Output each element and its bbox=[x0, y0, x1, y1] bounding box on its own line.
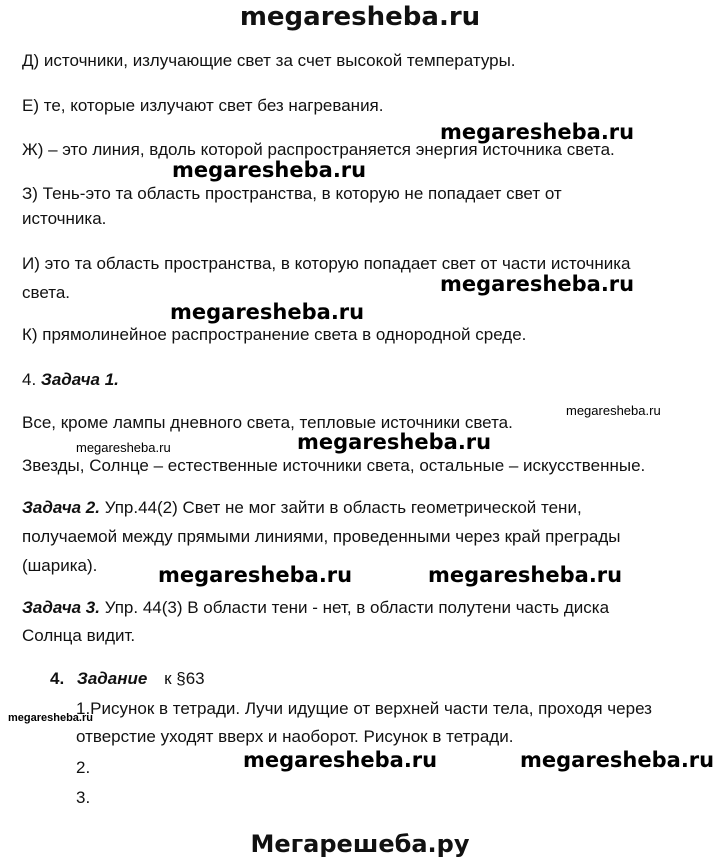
task2-label: Задача 2. bbox=[22, 498, 100, 517]
definition-zh: Ж) – это линия, вдоль которой распространяется энергия источника света. bbox=[22, 140, 615, 159]
definition-e: Е) те, которые излучают свет без нагревания. bbox=[22, 96, 384, 115]
task2-text: Упр.44(2) Свет не мог зайти в область геометрической тени, bbox=[99, 498, 582, 517]
section4-number: 4. bbox=[22, 370, 37, 389]
definition-k: К) прямолинейное распространение света в однородной среде. bbox=[22, 325, 527, 344]
definition-i-line2: света. bbox=[22, 283, 71, 302]
definition-d: Д) источники, излучающие свет за счет высокой температуры. bbox=[22, 51, 516, 70]
section4-heading bbox=[22, 369, 119, 391]
definition-i-line1: И) это та область пространства, в которую попадает свет от части источника bbox=[22, 254, 631, 273]
task1-line2: Звезды, Солнце – естественные источники света, остальные – искусственные. bbox=[22, 456, 646, 475]
watermark: megaresheba.ru bbox=[440, 120, 635, 144]
assignment-item-2: 2. bbox=[76, 758, 91, 777]
task3-line2: Солнца видит. bbox=[22, 626, 136, 645]
header-site-title: megaresheba.ru bbox=[239, 2, 481, 32]
task3-line1 bbox=[22, 597, 609, 619]
watermark-small: megaresheba.ru bbox=[566, 403, 661, 418]
watermark: megaresheba.ru bbox=[172, 158, 367, 182]
task3-label: Задача 3. bbox=[22, 598, 100, 617]
definition-z-line1: З) Тень-это та область пространства, в которую не попадает свет от bbox=[22, 184, 562, 203]
assignment-item-1: 1.Рисунок в тетради. Лучи идущие от верхней части тела, проходя через bbox=[76, 699, 652, 718]
footer-site-title: Мегарешеба.ру bbox=[250, 830, 470, 858]
assignment-item-1-cont: отверстие уходят вверх и наоборот. Рисунок в тетради. bbox=[76, 727, 514, 746]
task2-line2: получаемой между прямыми линиями, проведенными через край преграды bbox=[22, 527, 621, 546]
task2-line1 bbox=[22, 497, 582, 519]
watermark: megaresheba.ru bbox=[297, 430, 492, 454]
watermark-small: megaresheba.ru bbox=[76, 440, 171, 455]
watermark: megaresheba.ru bbox=[440, 272, 635, 296]
assignment-number: 4. bbox=[50, 669, 65, 688]
assignment-item-3: 3. bbox=[76, 788, 91, 807]
task2-line3: (шарика). bbox=[22, 556, 98, 575]
watermark: megaresheba.ru bbox=[520, 748, 715, 772]
assignment-heading bbox=[50, 668, 205, 690]
watermark: megaresheba.ru bbox=[428, 563, 623, 587]
watermark: megaresheba.ru bbox=[170, 300, 365, 324]
watermark-small: megaresheba.ru bbox=[8, 712, 93, 724]
task1-line1: Все, кроме лампы дневного света, тепловые источники света. bbox=[22, 413, 513, 432]
watermark: megaresheba.ru bbox=[243, 748, 438, 772]
definition-z-line2: источника. bbox=[22, 209, 107, 228]
task1-label: Задача 1. bbox=[40, 370, 119, 389]
task3-text: Упр. 44(3) В области тени - нет, в области полутени часть диска bbox=[99, 598, 610, 617]
watermark: megaresheba.ru bbox=[158, 563, 353, 587]
assignment-label: Задание bbox=[76, 669, 148, 688]
assignment-ref: к §63 bbox=[164, 669, 205, 688]
